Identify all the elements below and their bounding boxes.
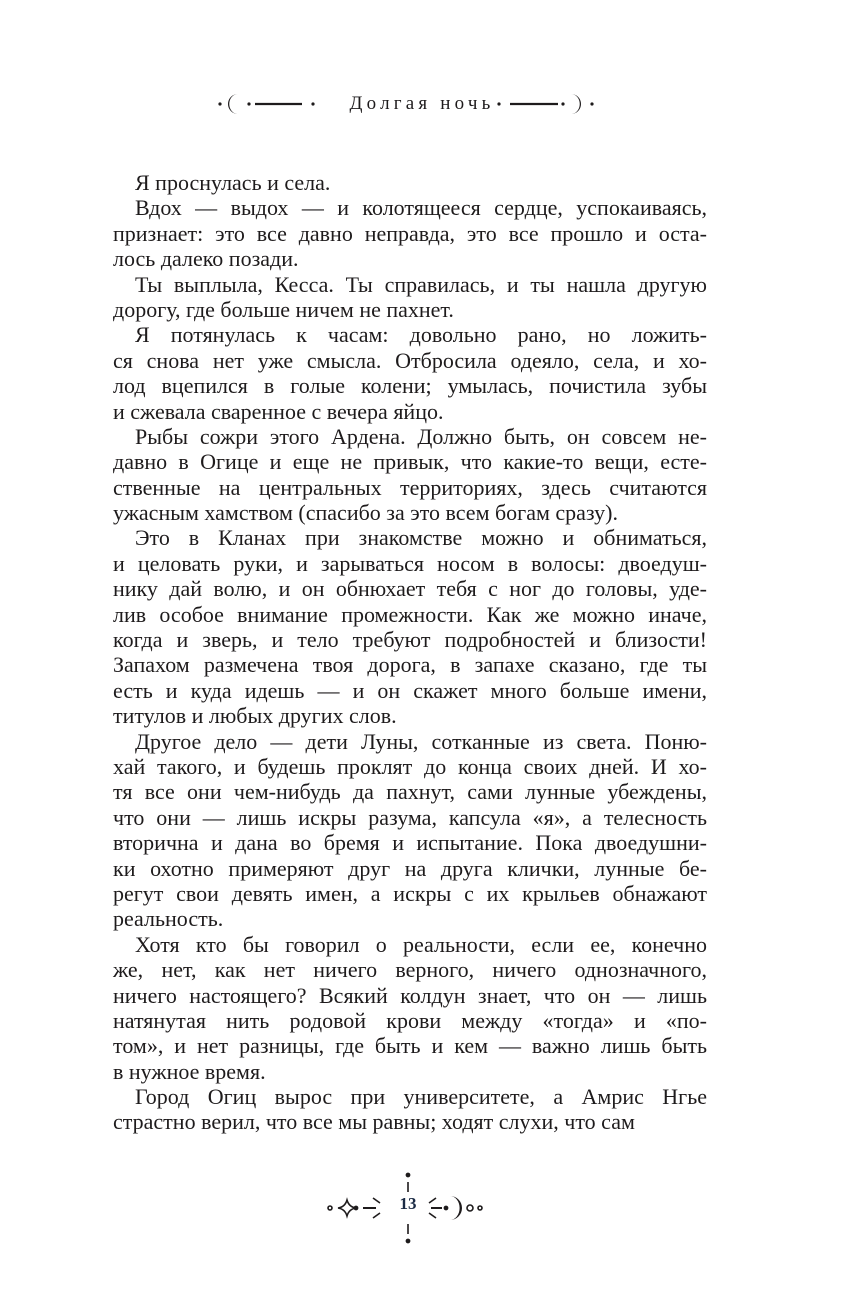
paragraph [113, 932, 707, 1084]
text-line: когда и зверь, и тело требуют подробностей и близости! [113, 627, 707, 653]
text-line: Вдох — выдох — и колотящееся сердце, успокаиваясь, [135, 195, 707, 221]
text-line: Город Огиц вырос при университете, а Амрис Нгье [135, 1084, 707, 1110]
paragraph [113, 1084, 707, 1135]
text-line: Другое дело — дети Луны, сотканные из света. Поню- [135, 728, 707, 754]
star-moon-ornament-icon [300, 1160, 540, 1250]
text-line: и целовать руки, и зарываться носом в волосы: двоедуш- [113, 550, 707, 576]
text-line: страстно верил, что все мы равны; ходят слухи, что сам [113, 1109, 635, 1135]
paragraph [113, 272, 707, 323]
running-header [0, 86, 844, 122]
text-line: Я потянулась к часам: довольно рано, но ложить- [135, 322, 707, 348]
text-line: реальность. [113, 906, 224, 932]
body-text [113, 170, 707, 1135]
text-line: ственные на центральных территориях, здесь считаются [113, 474, 707, 500]
text-line: нику дай волю, и он обнюхает тебя с ног до головы, уде- [113, 576, 707, 602]
text-line: Ты выплыла, Кесса. Ты справилась, и ты нашла другую [135, 271, 707, 297]
page-footer [300, 1160, 540, 1250]
running-title: Долгая ночь [349, 93, 495, 114]
text-line: том», и нет разницы, где быть и кем — важно лишь быть [113, 1033, 707, 1059]
text-line: хай такого, и будешь проклят до конца своих дней. И хо- [113, 753, 707, 779]
paragraph [113, 170, 707, 195]
text-line: лод вцепился в голые колени; умылась, почистила зубы [113, 373, 707, 399]
text-line: Рыбы сожри этого Ардена. Должно быть, он совсем не- [135, 423, 707, 449]
text-line: вторична и дана во бремя и испытание. Пока двоедушни- [113, 830, 707, 856]
text-line: лось далеко позади. [113, 246, 299, 272]
text-line: регут свои девять имен, а искры с их крыльев обнажают [113, 880, 707, 906]
text-line: Я проснулась и села. [135, 170, 331, 195]
paragraph [113, 729, 707, 932]
text-line: титулов и любых других слов. [113, 703, 397, 729]
text-line: ки охотно примеряют друг на друга клички, лунные бе- [113, 855, 707, 881]
text-line: и сжевала сваренное с вечера яйцо. [113, 398, 444, 424]
text-line: ничего настоящего? Всякий колдун знает, что он — лишь [113, 982, 707, 1008]
text-line: давно в Огице и еще не привык, что какие-то вещи, есте- [113, 449, 707, 475]
paragraph [113, 195, 707, 271]
text-line: лив особое внимание промежности. Как же можно иначе, [113, 601, 707, 627]
page-number: 13 [399, 1194, 417, 1213]
text-line: ся снова нет уже смысла. Отбросила одеяло, села, и хо- [113, 347, 707, 373]
paragraph [113, 525, 707, 728]
text-line: есть и куда идешь — и он скажет много больше имени, [113, 677, 707, 703]
paragraph [113, 424, 707, 526]
text-line: тя все они чем-нибудь да пахнут, сами лунные убеждены, [113, 779, 707, 805]
paragraph [113, 322, 707, 424]
text-line: ужасным хамством (спасибо за это всем богам сразу). [113, 500, 618, 526]
text-line: признает: это все давно неправда, это все прошло и оста- [113, 220, 707, 246]
text-line: в нужное время. [113, 1058, 266, 1084]
text-line: что они — лишь искры разума, капсула «я», а телесность [113, 804, 707, 830]
text-line: натянутая нить родовой крови между «тогда» и «по- [113, 1007, 707, 1033]
text-line: Хотя кто бы говорил о реальности, если ее, конечно [135, 931, 707, 957]
text-line: дорогу, где больше ничем не пахнет. [113, 296, 454, 322]
text-line: же, нет, как нет ничего верного, ничего однозначного, [113, 957, 707, 983]
text-line: Запахом размечена твоя дорога, в запахе сказано, где ты [113, 652, 707, 678]
text-line: Это в Кланах при знакомстве можно и обниматься, [135, 525, 707, 551]
